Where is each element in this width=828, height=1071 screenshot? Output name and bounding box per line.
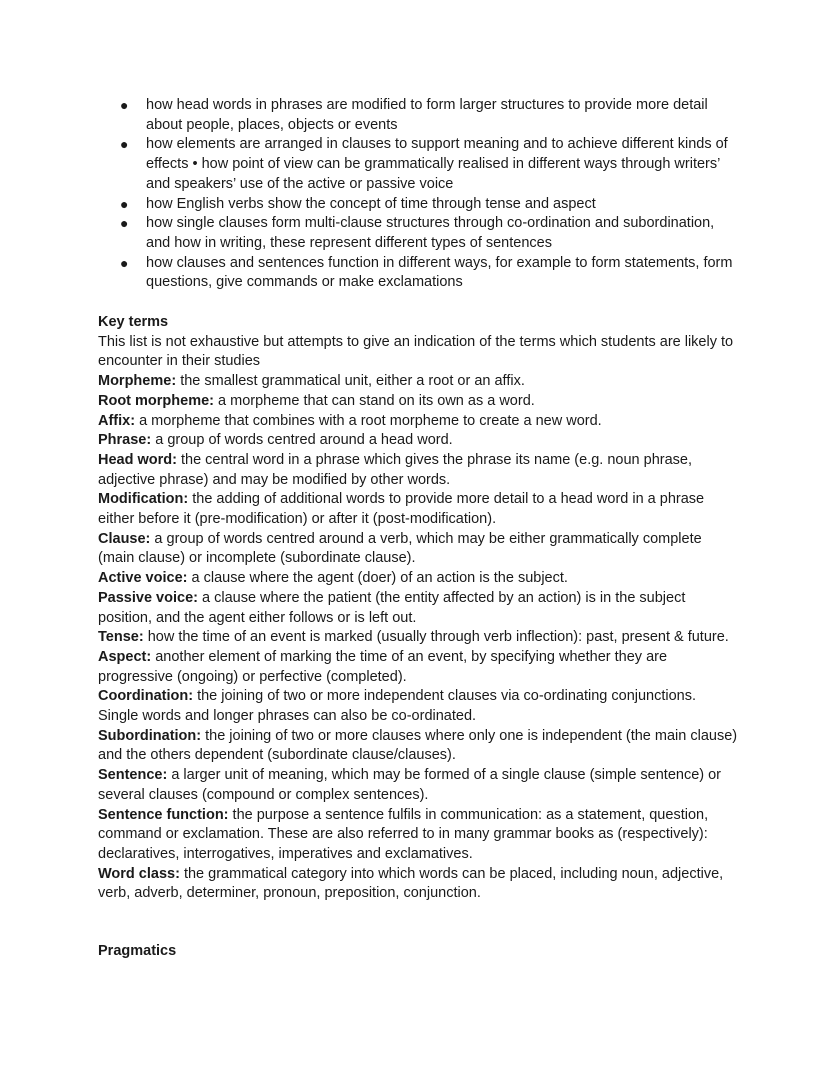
bullet-icon: ● bbox=[120, 136, 129, 153]
key-terms-heading: Key terms bbox=[98, 314, 169, 330]
term-label: Sentence function: bbox=[98, 806, 229, 823]
term-label: Phrase: bbox=[98, 432, 152, 449]
term-definition: a group of words centred around a head word. bbox=[155, 432, 453, 449]
bullet-text: how single clauses form multi-clause structures through co-ordination and subordination, and how in writing, these represent different types of sentences bbox=[146, 215, 715, 251]
bullet-icon: ● bbox=[120, 254, 129, 271]
term-definition: the central word in a phrase which gives the phrase its name (e.g. noun phrase, adjective phrase) and may be modified by other words. bbox=[98, 451, 692, 488]
term-active-voice bbox=[98, 569, 738, 589]
term-definition: the grammatical category into which words can be placed, including noun, adjective, verb, adverb, determiner, pronoun, preposition, conjunction. bbox=[98, 865, 724, 902]
pragmatics-heading: Pragmatics bbox=[98, 943, 177, 959]
term-label: Sentence: bbox=[98, 767, 168, 784]
term-label: Passive voice: bbox=[98, 589, 198, 606]
term-root-morpheme bbox=[98, 392, 738, 412]
term-definition: a larger unit of meaning, which may be formed of a single clause (simple sentence) or several clauses (compound or complex sentences). bbox=[98, 767, 722, 803]
term-definition: the purpose a sentence fulfils in communication: as a statement, question, command or exclamation. These are also referred to in many grammar books as (respectively): declaratives, interrogatives, imperatives and exclamatives. bbox=[98, 806, 709, 862]
term-morpheme bbox=[98, 372, 738, 392]
term-definition: the smallest grammatical unit, either a root or an affix. bbox=[180, 373, 525, 390]
term-aspect bbox=[98, 648, 738, 687]
key-terms-intro: This list is not exhaustive but attempts to give an indication of the terms which students are likely to encounter in their studies bbox=[98, 333, 734, 370]
term-label: Morpheme: bbox=[98, 373, 177, 390]
term-label: Aspect: bbox=[98, 648, 152, 665]
term-sentence bbox=[98, 766, 738, 805]
key-terms-section bbox=[98, 313, 738, 904]
term-definition: how the time of an event is marked (usually through verb inflection): past, present & future. bbox=[147, 629, 729, 646]
term-label: Root morpheme: bbox=[98, 392, 214, 409]
bullet-icon: ● bbox=[120, 97, 129, 113]
term-definition: the joining of two or more independent clauses via co-ordinating conjunctions. Single words and longer phrases can also be co-ordinated. bbox=[98, 688, 697, 725]
bullet-text: how clauses and sentences function in different ways, for example to form statements, form questions, give commands or make exclamations bbox=[146, 254, 733, 291]
term-label: Affix: bbox=[98, 412, 136, 429]
term-label: Modification: bbox=[98, 491, 189, 508]
bullet-item bbox=[98, 135, 738, 194]
term-label: Subordination: bbox=[98, 727, 202, 744]
bullet-item bbox=[98, 254, 738, 293]
term-word-class bbox=[98, 865, 738, 904]
term-definition: a group of words centred around a verb, which may be either grammatically complete (main clause) or incomplete (subordinate clause). bbox=[98, 530, 702, 567]
term-subordination bbox=[98, 727, 738, 766]
bullet-item bbox=[98, 195, 738, 215]
bullet-icon: ● bbox=[120, 215, 129, 232]
term-coordination bbox=[98, 687, 738, 726]
term-label: Coordination: bbox=[98, 688, 194, 705]
bullet-list bbox=[98, 96, 738, 293]
term-definition: a morpheme that combines with a root morpheme to create a new word. bbox=[139, 412, 602, 429]
bullet-item bbox=[98, 214, 738, 253]
term-label: Tense: bbox=[98, 629, 144, 646]
term-tense bbox=[98, 628, 738, 648]
term-label: Word class: bbox=[98, 865, 180, 882]
term-definition: a clause where the agent (doer) of an action is the subject. bbox=[191, 570, 568, 587]
term-definition: the joining of two or more clauses where only one is independent (the main clause) and the others dependent (subordinate clause/clauses). bbox=[98, 727, 738, 764]
term-definition: another element of marking the time of an event, by specifying whether they are progressive (ongoing) or perfective (completed). bbox=[98, 648, 668, 685]
bullet-text: how elements are arranged in clauses to support meaning and to achieve different kinds of effects • how point of view can be grammatically realised in different ways through writers’ and speakers’ use of the active or passive voice bbox=[146, 136, 728, 192]
term-label: Clause: bbox=[98, 530, 151, 547]
bullet-item bbox=[98, 96, 738, 135]
term-affix bbox=[98, 412, 738, 432]
term-sentence-function bbox=[98, 806, 738, 865]
term-clause bbox=[98, 530, 738, 569]
term-label: Head word: bbox=[98, 451, 177, 468]
bullet-text: how head words in phrases are modified to form larger structures to provide more detail about people, places, objects or events bbox=[146, 97, 708, 133]
term-definition: the adding of additional words to provide more detail to a head word in a phrase either before it (pre-modification) or after it (post-modification). bbox=[98, 491, 705, 528]
bullet-text: how English verbs show the concept of time through tense and aspect bbox=[146, 195, 596, 212]
bullet-icon: ● bbox=[120, 195, 129, 212]
term-modification bbox=[98, 490, 738, 529]
term-passive-voice bbox=[98, 589, 738, 628]
term-definition: a morpheme that can stand on its own as a word. bbox=[218, 392, 535, 409]
term-head-word bbox=[98, 451, 738, 490]
term-phrase bbox=[98, 431, 738, 451]
term-label: Active voice: bbox=[98, 570, 188, 587]
term-definition: a clause where the patient (the entity affected by an action) is in the subject position, and the agent either follows or is left out. bbox=[98, 589, 686, 626]
